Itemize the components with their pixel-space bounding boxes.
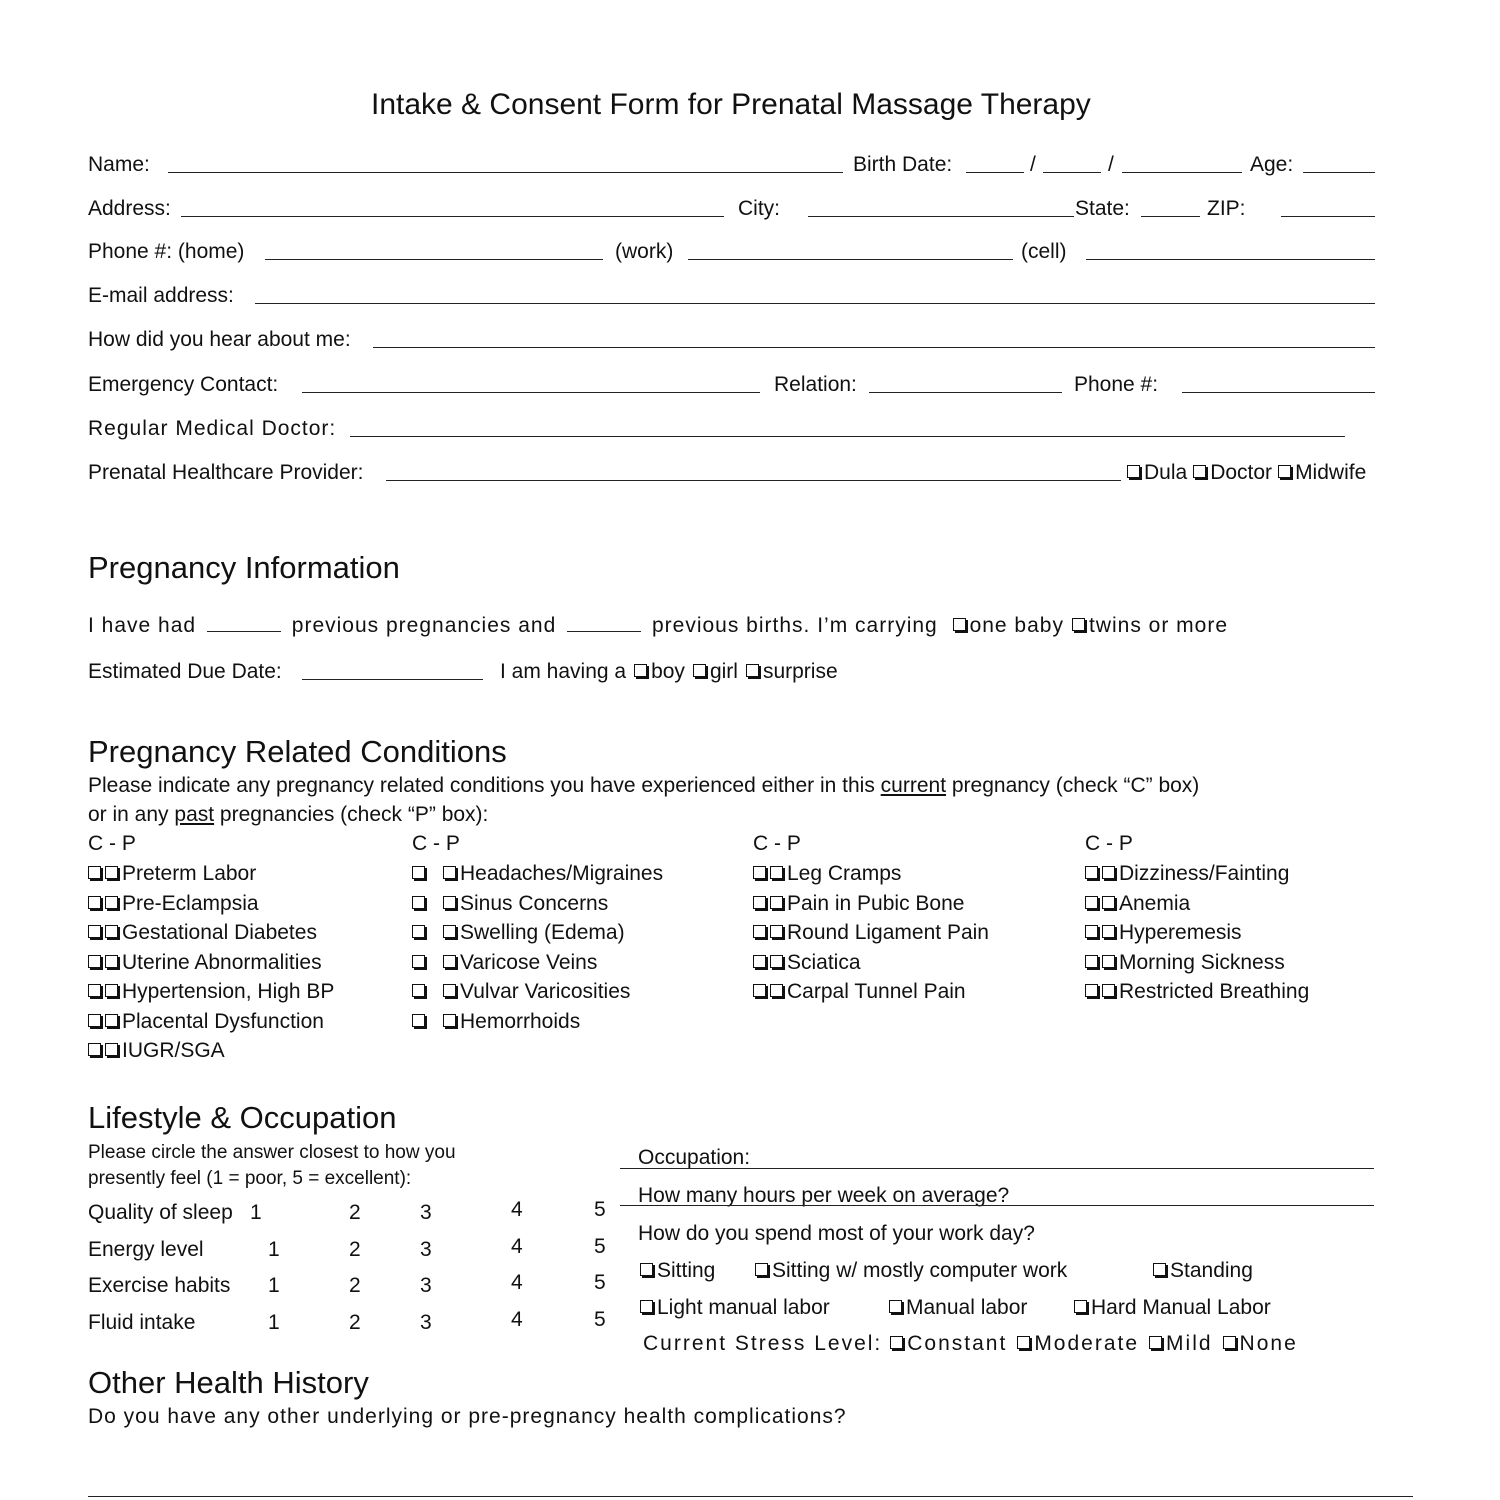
checkbox-current[interactable] [753, 896, 766, 909]
condition-label: Uterine Abnormalities [122, 950, 322, 974]
rating-label: Quality of sleep [88, 1201, 233, 1224]
birth-year-field[interactable] [1122, 172, 1242, 173]
checkbox-past[interactable] [770, 955, 783, 968]
name-field[interactable] [168, 172, 843, 173]
birth-date-label: Birth Date: [853, 153, 953, 176]
rating-option[interactable]: 5 [594, 1234, 606, 1258]
condition-item [88, 922, 317, 943]
checkbox-hard-labor[interactable] [1074, 1300, 1087, 1313]
checkbox-current[interactable] [1085, 955, 1098, 968]
form-title: Intake & Consent Form for Prenatal Massage Therapy [371, 88, 1091, 121]
option-label: Standing [1170, 1259, 1253, 1282]
hours-label: How many hours per week on average? [638, 1184, 1010, 1207]
checkbox-past[interactable] [105, 866, 118, 879]
condition-label: Restricted Breathing [1119, 980, 1310, 1003]
condition-label: Carpal Tunnel Pain [787, 980, 966, 1003]
condition-item [88, 981, 334, 1002]
condition-item [1085, 893, 1190, 914]
checkbox-past[interactable] [1102, 984, 1115, 997]
condition-item [412, 893, 608, 914]
provider-options [1127, 462, 1366, 483]
age-label: Age: [1250, 153, 1294, 176]
referral-field[interactable] [373, 347, 1375, 348]
condition-label: Sinus Concerns [460, 891, 609, 915]
condition-item [412, 863, 663, 884]
checkbox-current[interactable] [88, 955, 101, 968]
checkbox-none[interactable] [1223, 1336, 1236, 1349]
date-separator: / [1108, 153, 1114, 176]
rating-label: Fluid intake [88, 1310, 196, 1334]
checkbox-sitting[interactable] [640, 1263, 653, 1276]
gender-row [500, 661, 838, 682]
home-phone-label: Phone #: (home) [88, 240, 245, 263]
doctor-label: Regular Medical Doctor: [88, 417, 337, 440]
checkbox-current[interactable] [88, 1014, 101, 1027]
work-phone-label: (work) [615, 240, 674, 263]
condition-label: Hemorrhoids [460, 1009, 581, 1033]
provider-field[interactable] [386, 480, 1121, 481]
conditions-intro-line2 [88, 804, 488, 825]
checkbox-current[interactable] [88, 925, 101, 938]
condition-item [1085, 863, 1289, 884]
rating-option[interactable]: 1 [250, 1201, 262, 1224]
having-text: I am having a [500, 660, 627, 683]
condition-label: Leg Cramps [787, 862, 902, 885]
checkbox-standing[interactable] [1153, 1263, 1166, 1276]
provider-label: Prenatal Healthcare Provider: [88, 461, 364, 484]
condition-label: Vulvar Varicosities [460, 980, 631, 1003]
checkbox-past[interactable] [105, 955, 118, 968]
condition-item [753, 981, 966, 1002]
checkbox-current[interactable] [412, 984, 425, 997]
rating-intro-line2: presently feel (1 = poor, 5 = excellent): [88, 1168, 412, 1189]
date-separator: / [1030, 153, 1036, 176]
option-label: Sitting w/ mostly computer work [772, 1259, 1068, 1282]
email-label: E-mail address: [88, 284, 234, 307]
checkbox-past[interactable] [443, 896, 456, 909]
option-label: Sitting [657, 1259, 716, 1282]
condition-label: Headaches/Migraines [460, 862, 664, 885]
rating-option[interactable]: 5 [594, 1307, 606, 1331]
checkbox-current[interactable] [412, 955, 425, 968]
checkbox-past[interactable] [1102, 866, 1115, 879]
workday-option-computer [755, 1260, 1067, 1281]
stress-row [643, 1333, 1298, 1354]
workday-label: How do you spend most of your work day? [638, 1222, 1035, 1245]
rating-option[interactable]: 5 [594, 1198, 606, 1221]
option-label: Manual labor [906, 1296, 1028, 1319]
emergency-contact-field[interactable] [302, 392, 760, 393]
condition-label: Pre-Eclampsia [122, 891, 259, 915]
conditions-heading: Pregnancy Related Conditions [88, 734, 507, 769]
condition-label: Gestational Diabetes [122, 921, 317, 944]
stress-label: Current Stress Level: [643, 1332, 883, 1355]
rating-option[interactable]: 4 [511, 1271, 523, 1294]
city-label: City: [738, 197, 780, 220]
checkbox-past[interactable] [770, 984, 783, 997]
checkbox-past[interactable] [105, 1014, 118, 1027]
option-label: Hard Manual Labor [1091, 1296, 1271, 1319]
rating-option[interactable]: 4 [511, 1234, 523, 1258]
checkbox-twins[interactable] [1072, 618, 1085, 631]
condition-item [412, 952, 597, 973]
checkbox-manual-labor[interactable] [889, 1300, 902, 1313]
cp-header: C - P [88, 832, 136, 855]
pregnancies-text: previous pregnancies and [291, 614, 557, 637]
condition-label: Varicose Veins [460, 950, 598, 974]
occupation-field[interactable] [620, 1168, 1374, 1169]
checkbox-current[interactable] [753, 955, 766, 968]
checkbox-past[interactable] [1102, 955, 1115, 968]
previous-pregnancies-field[interactable] [207, 631, 281, 632]
option-label: Mild [1166, 1332, 1213, 1355]
cp-header: C - P [1085, 832, 1133, 855]
rating-option[interactable]: 4 [511, 1307, 523, 1331]
rating-option[interactable]: 1 [268, 1237, 280, 1261]
option-midwife: Midwife [1295, 461, 1367, 484]
intro-text: pregnancy (check “C” box) [946, 774, 1200, 797]
checkbox-past[interactable] [1102, 896, 1115, 909]
cp-header: C - P [412, 832, 460, 855]
birth-month-field[interactable] [966, 172, 1024, 173]
workday-option-manual [889, 1297, 1027, 1318]
checkbox-past[interactable] [105, 984, 118, 997]
hours-field[interactable] [620, 1205, 1374, 1206]
condition-item [412, 922, 625, 943]
doctor-field[interactable] [350, 436, 1345, 437]
condition-label: Morning Sickness [1119, 950, 1285, 974]
previous-births-field[interactable] [567, 631, 641, 632]
email-field[interactable] [255, 303, 1375, 304]
checkbox-current[interactable] [412, 866, 425, 879]
checkbox-past[interactable] [770, 925, 783, 938]
checkbox-current[interactable] [753, 866, 766, 879]
emergency-contact-label: Emergency Contact: [88, 373, 279, 396]
checkbox-past[interactable] [443, 866, 456, 879]
birth-day-field[interactable] [1043, 172, 1101, 173]
had-text: I have had [88, 614, 197, 637]
option-label: None [1239, 1332, 1298, 1355]
home-phone-field[interactable] [265, 259, 603, 260]
checkbox-current[interactable] [1085, 896, 1098, 909]
checkbox-past[interactable] [443, 1014, 456, 1027]
other-history-heading: Other Health History [88, 1365, 369, 1400]
intro-text: or in any [88, 803, 175, 826]
condition-label: Preterm Labor [122, 862, 257, 885]
checkbox-past[interactable] [770, 896, 783, 909]
emergency-phone-label: Phone #: [1074, 373, 1159, 396]
condition-item [88, 893, 259, 914]
condition-item [753, 952, 861, 973]
workday-option-light [640, 1297, 830, 1318]
checkbox-current[interactable] [412, 896, 425, 909]
rating-option[interactable]: 2 [349, 1201, 361, 1224]
lifestyle-heading: Lifestyle & Occupation [88, 1100, 397, 1135]
option-girl: girl [709, 660, 738, 683]
address-label: Address: [88, 197, 171, 220]
pregnancy-count-sentence [88, 615, 1228, 636]
checkbox-constant[interactable] [890, 1336, 903, 1349]
rating-option[interactable]: 2 [349, 1274, 361, 1297]
checkbox-current[interactable] [88, 1043, 101, 1056]
rating-option[interactable]: 3 [420, 1310, 432, 1334]
option-boy: boy [651, 660, 685, 683]
checkbox-moderate[interactable] [1017, 1336, 1030, 1349]
checkbox-surprise[interactable] [746, 664, 759, 677]
state-label: State: [1075, 197, 1130, 220]
condition-item [412, 981, 630, 1002]
intro-text: Please indicate any pregnancy related conditions you have experienced either in this [88, 774, 881, 797]
rating-option[interactable]: 3 [420, 1274, 432, 1297]
zip-field[interactable] [1281, 216, 1375, 217]
condition-item [1085, 981, 1309, 1002]
rating-label: Energy level [88, 1237, 204, 1261]
checkbox-girl[interactable] [693, 664, 706, 677]
zip-label: ZIP: [1207, 197, 1246, 220]
workday-option-sitting [640, 1260, 715, 1281]
rating-option[interactable]: 1 [268, 1274, 280, 1297]
rating-option[interactable]: 2 [349, 1237, 361, 1261]
condition-item [753, 863, 901, 884]
checkbox-current[interactable] [88, 984, 101, 997]
option-dula: Dula [1144, 461, 1188, 484]
option-surprise: surprise [762, 660, 838, 683]
condition-item [88, 1040, 225, 1061]
condition-item [1085, 922, 1242, 943]
rating-option[interactable]: 3 [420, 1201, 432, 1224]
option-doctor: Doctor [1210, 461, 1273, 484]
cell-phone-label: (cell) [1021, 240, 1067, 263]
cell-phone-field[interactable] [1086, 259, 1375, 260]
condition-item [753, 922, 989, 943]
checkbox-current[interactable] [1085, 984, 1098, 997]
work-phone-field[interactable] [688, 259, 1013, 260]
rating-option[interactable]: 5 [594, 1271, 606, 1294]
condition-label: Swelling (Edema) [460, 921, 625, 944]
checkbox-midwife[interactable] [1278, 465, 1291, 478]
other-history-field[interactable] [88, 1496, 1413, 1497]
checkbox-current[interactable] [412, 925, 425, 938]
cp-header: C - P [753, 832, 801, 855]
checkbox-past[interactable] [105, 1043, 118, 1056]
checkbox-past[interactable] [105, 925, 118, 938]
option-label: Constant [907, 1332, 1008, 1355]
condition-label: IUGR/SGA [122, 1039, 225, 1062]
births-text: previous births. I’m carrying [651, 614, 938, 637]
relation-label: Relation: [774, 373, 857, 396]
age-field[interactable] [1303, 172, 1375, 173]
checkbox-current[interactable] [1085, 866, 1098, 879]
intro-past: past [174, 803, 215, 826]
checkbox-one-baby[interactable] [953, 618, 966, 631]
other-history-question: Do you have any other underlying or pre-pregnancy health complications? [88, 1405, 847, 1428]
relation-field[interactable] [869, 392, 1062, 393]
condition-item [88, 952, 322, 973]
referral-label: How did you hear about me: [88, 328, 351, 351]
checkbox-dula[interactable] [1127, 465, 1140, 478]
checkbox-computer-work[interactable] [755, 1263, 768, 1276]
checkbox-past[interactable] [105, 896, 118, 909]
checkbox-current[interactable] [1085, 925, 1098, 938]
condition-label: Placental Dysfunction [122, 1009, 324, 1033]
checkbox-light-labor[interactable] [640, 1300, 653, 1313]
condition-label: Hypertension, High BP [122, 980, 335, 1003]
option-label: Light manual labor [657, 1296, 830, 1319]
option-twins: twins or more [1088, 614, 1229, 637]
city-field[interactable] [808, 216, 1074, 217]
occupation-label: Occupation: [638, 1146, 751, 1169]
name-label: Name: [88, 153, 150, 176]
condition-label: Round Ligament Pain [787, 921, 989, 944]
checkbox-current[interactable] [88, 896, 101, 909]
rating-option[interactable]: 2 [349, 1310, 361, 1334]
state-field[interactable] [1141, 216, 1200, 217]
checkbox-current[interactable] [753, 925, 766, 938]
option-one-baby: one baby [969, 614, 1064, 637]
emergency-phone-field[interactable] [1182, 392, 1375, 393]
intro-current: current [880, 774, 947, 797]
due-date-field[interactable] [302, 679, 483, 680]
checkbox-current[interactable] [88, 866, 101, 879]
condition-item [412, 1011, 580, 1032]
checkbox-past[interactable] [443, 955, 456, 968]
condition-label: Sciatica [787, 950, 861, 974]
checkbox-past[interactable] [443, 984, 456, 997]
checkbox-doctor[interactable] [1193, 465, 1206, 478]
rating-option[interactable]: 4 [511, 1198, 523, 1221]
condition-label: Dizziness/Fainting [1119, 862, 1290, 885]
checkbox-past[interactable] [443, 925, 456, 938]
rating-label: Exercise habits [88, 1274, 231, 1297]
condition-label: Anemia [1119, 891, 1191, 915]
condition-label: Pain in Pubic Bone [787, 891, 965, 915]
checkbox-mild[interactable] [1149, 1336, 1162, 1349]
rating-intro-line1: Please circle the answer closest to how you [88, 1142, 456, 1163]
intro-text: pregnancies (check “P” box): [214, 803, 489, 826]
due-date-label: Estimated Due Date: [88, 660, 282, 683]
rating-option[interactable]: 3 [420, 1237, 432, 1261]
workday-option-hard [1074, 1297, 1271, 1318]
option-label: Moderate [1034, 1332, 1140, 1355]
condition-label: Hyperemesis [1119, 921, 1242, 944]
pregnancy-info-heading: Pregnancy Information [88, 550, 400, 585]
condition-item [88, 1011, 324, 1032]
workday-option-standing [1153, 1260, 1253, 1281]
checkbox-past[interactable] [770, 866, 783, 879]
checkbox-boy[interactable] [634, 664, 647, 677]
rating-option[interactable]: 1 [268, 1310, 280, 1334]
condition-item [753, 893, 964, 914]
checkbox-current[interactable] [753, 984, 766, 997]
condition-item [88, 863, 256, 884]
conditions-intro-line1 [88, 775, 1199, 796]
condition-item [1085, 952, 1285, 973]
checkbox-past[interactable] [1102, 925, 1115, 938]
checkbox-current[interactable] [412, 1014, 425, 1027]
address-field[interactable] [181, 216, 724, 217]
